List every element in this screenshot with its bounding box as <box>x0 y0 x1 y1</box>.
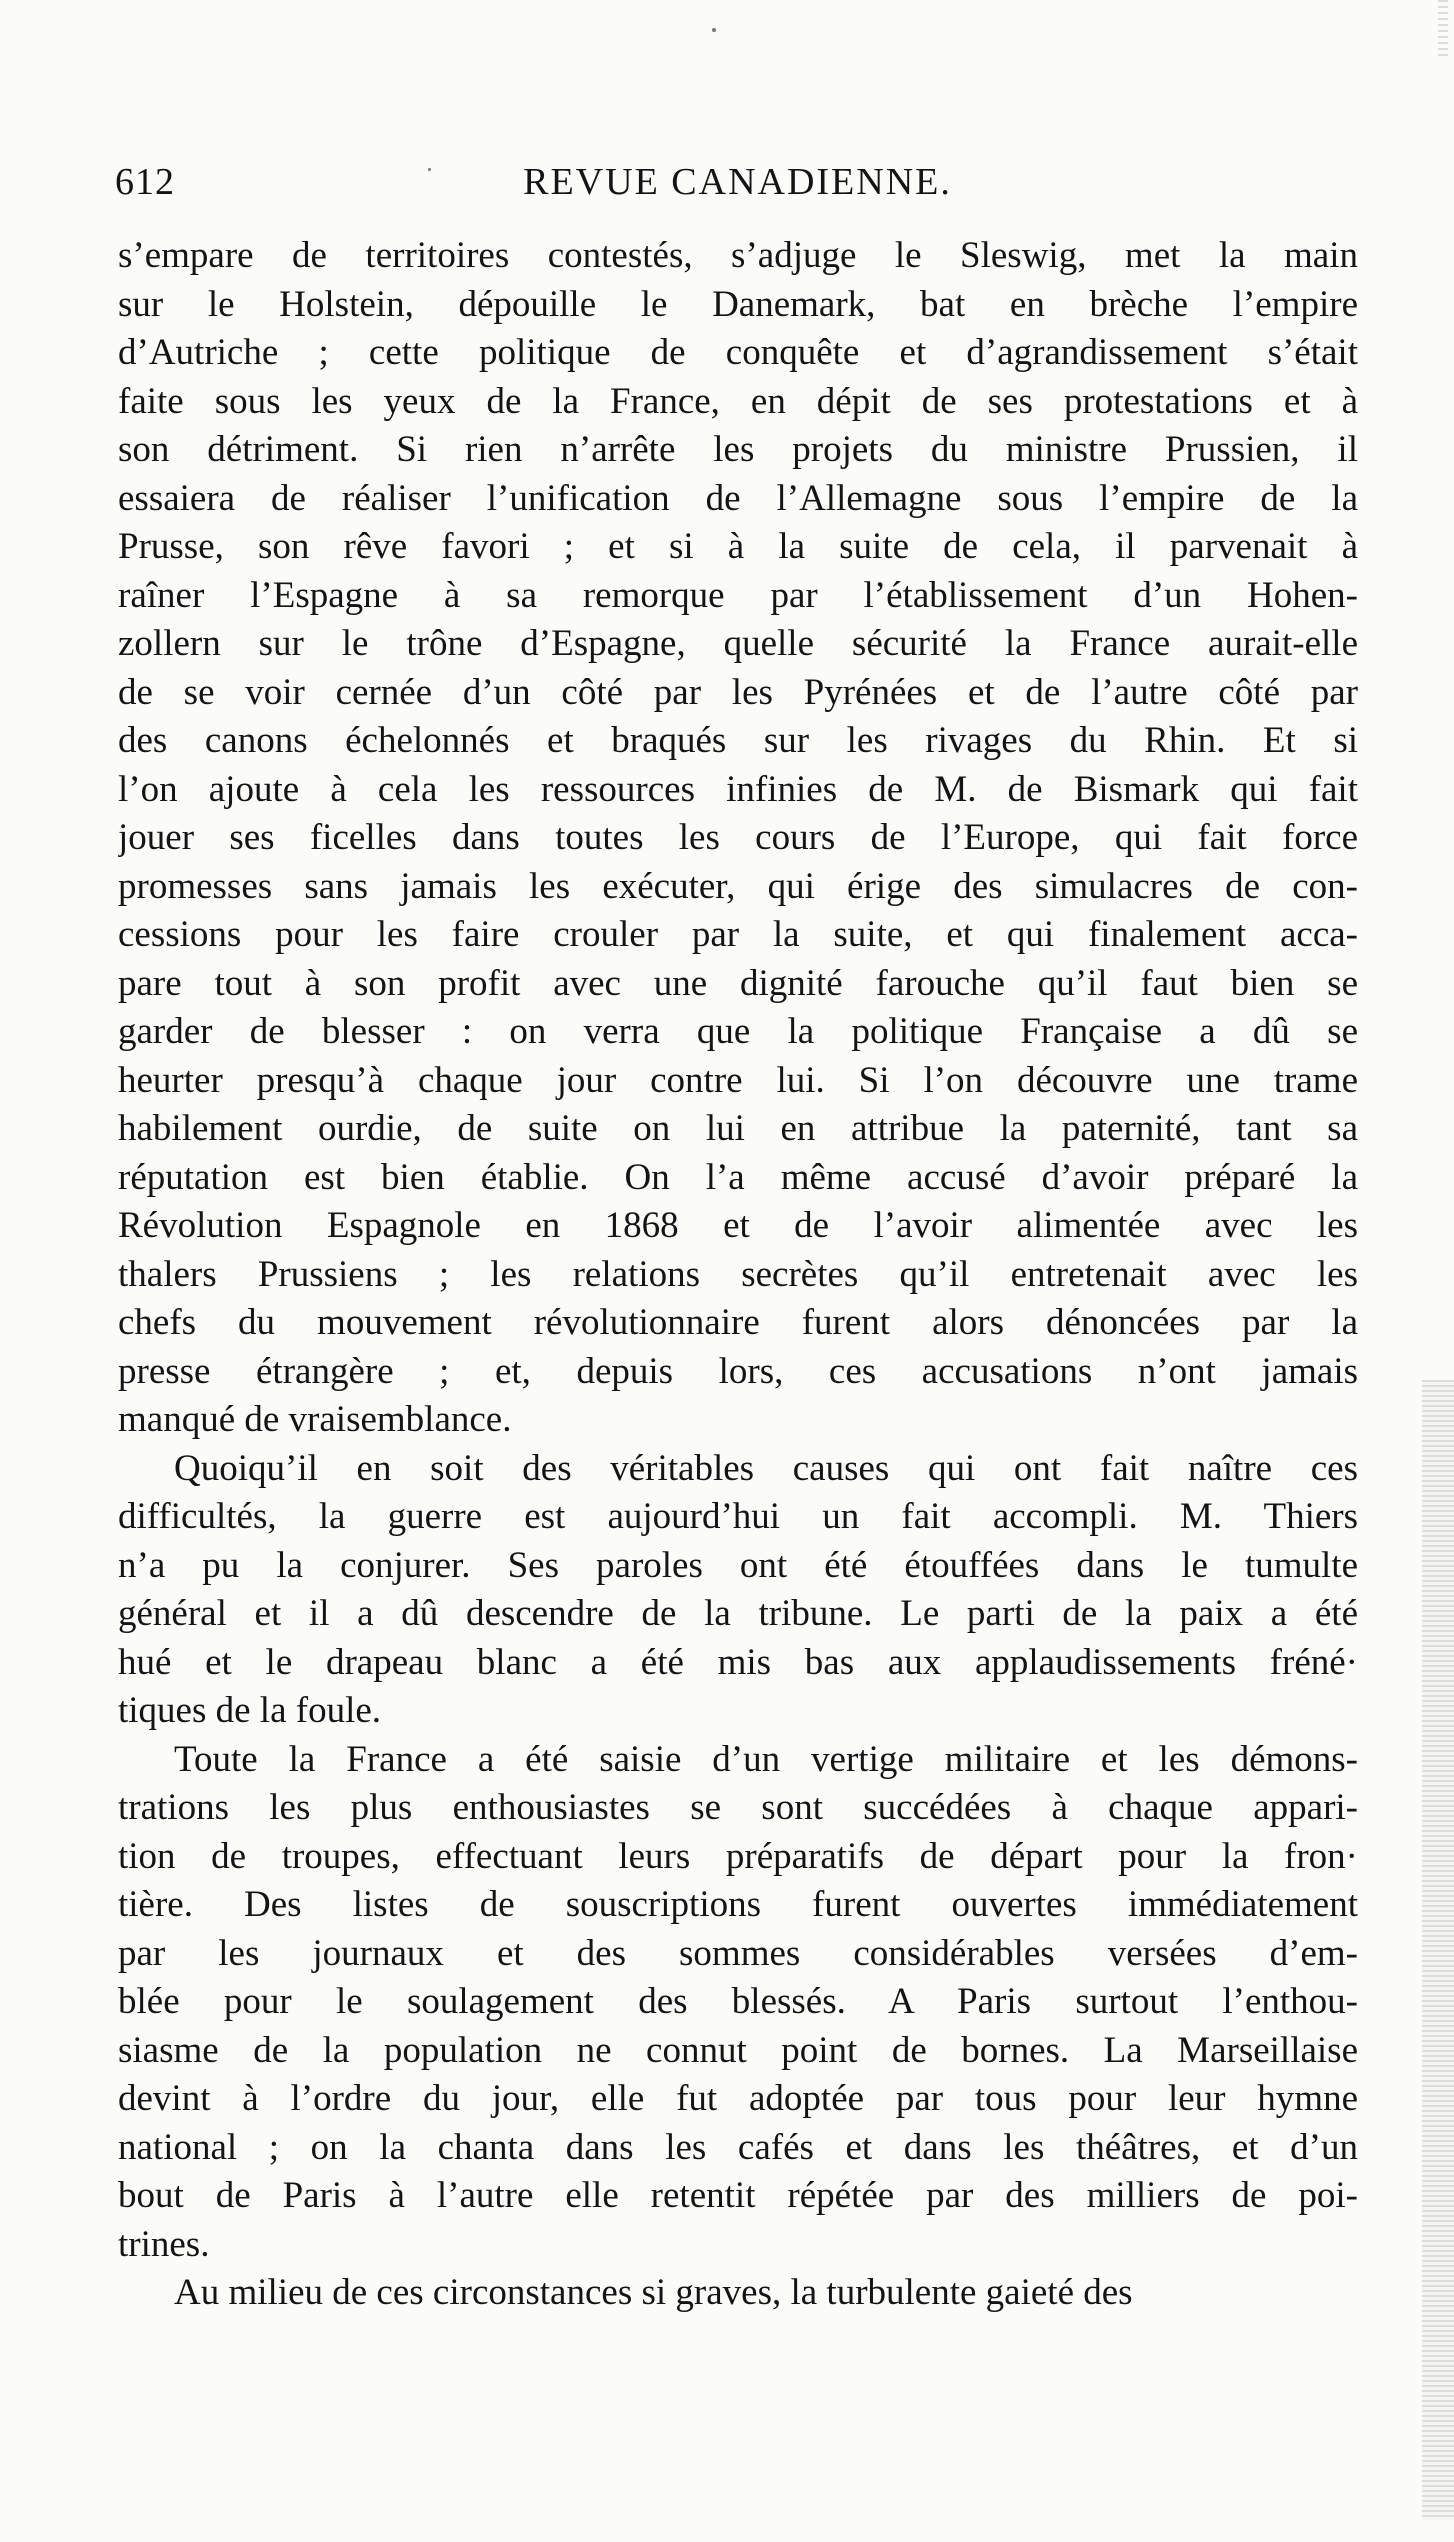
paragraph-start-line: Au milieu de ces circonstances si graves, la turbulente gaieté des <box>174 2272 1133 2313</box>
text-line: blée pour le soulagement des blessés. A Paris surtout l’enthou- <box>118 1981 1358 2022</box>
text-line: jouer ses ficelles dans toutes les cours de l’Europe, qui fait force <box>118 817 1358 858</box>
text-line: essaiera de réaliser l’unification de l’Allemagne sous l’empire de la <box>118 477 1358 519</box>
text-line: sur le Holstein, dépouille le Danemark, bat en brèche l’empire <box>118 283 1358 325</box>
text-line: par les journaux et des sommes considérables versées d’em- <box>118 1932 1358 1974</box>
text-line: heurter presqu’à chaque jour contre lui. Si l’on découvre une trame <box>118 1059 1358 1101</box>
text-line: difficultés, la guerre est aujourd’hui un fait accompli. M. Thiers <box>118 1496 1358 1537</box>
text-line: habilement ourdie, de suite on lui en attribue la paternité, tant sa <box>118 1108 1358 1149</box>
text-line: pare tout à son profit avec une dignité farouche qu’il faut bien se <box>118 962 1358 1004</box>
text-line: de se voir cernée d’un côté par les Pyrénées et de l’autre côté par <box>118 671 1358 713</box>
text-line: s’empare de territoires contestés, s’adjuge le Sleswig, met la main <box>118 235 1358 276</box>
scan-edge-shadow <box>1422 1380 1454 2520</box>
text-line: d’Autriche ; cette politique de conquête et d’agrandissement s’était <box>118 332 1358 373</box>
paragraph-end-line: trines. <box>118 2223 210 2265</box>
text-line: général et il a dû descendre de la tribune. Le parti de la paix a été <box>118 1593 1358 1634</box>
text-line: thalers Prussiens ; les relations secrètes qu’il entretenait avec les <box>118 1253 1358 1295</box>
text-line: national ; on la chanta dans les cafés et dans les théâtres, et d’un <box>118 2126 1358 2168</box>
text-line: réputation est bien établie. On l’a même accusé d’avoir préparé la <box>118 1156 1358 1198</box>
scan-speck <box>712 28 716 32</box>
text-line: des canons échelonnés et braqués sur les rivages du Rhin. Et si <box>118 720 1358 761</box>
text-line: raîner l’Espagne à sa remorque par l’établissement d’un Hohen- <box>118 574 1358 616</box>
paragraph-end-line: manqué de vraisemblance. <box>118 1399 512 1440</box>
text-line: tion de troupes, effectuant leurs préparatifs de départ pour la fron· <box>118 1835 1358 1877</box>
text-line: presse étrangère ; et, depuis lors, ces accusations n’ont jamais <box>118 1350 1358 1392</box>
body-text <box>118 232 1358 2318</box>
text-line: tière. Des listes de souscriptions furent ouvertes immédiatement <box>118 1884 1358 1925</box>
paragraph-start-line: Toute la France a été saisie d’un vertige militaire et les démons- <box>174 1738 1358 1780</box>
text-line: faite sous les yeux de la France, en dépit de ses protestations et à <box>118 380 1358 422</box>
text-line: promesses sans jamais les exécuter, qui érige des simulacres de con- <box>118 865 1358 907</box>
text-line: n’a pu la conjurer. Ses paroles ont été étouffées dans le tumulte <box>118 1544 1358 1586</box>
text-line: Prusse, son rêve favori ; et si à la suite de cela, il parvenait à <box>118 526 1358 567</box>
text-line: cessions pour les faire crouler par la suite, et qui finalement acca- <box>118 914 1358 955</box>
running-title: REVUE CANADIENNE. <box>523 161 952 203</box>
text-line: zollern sur le trône d’Espagne, quelle sécurité la France aurait-elle <box>118 623 1358 664</box>
page-number: 612 <box>115 161 175 203</box>
text-line: Révolution Espagnole en 1868 et de l’avoir alimentée avec les <box>118 1205 1358 1246</box>
text-line: l’on ajoute à cela les ressources infinies de M. de Bismark qui fait <box>118 768 1358 810</box>
paragraph-start-line: Quoiqu’il en soit des véritables causes qui ont fait naître ces <box>174 1447 1358 1489</box>
text-line: garder de blesser : on verra que la politique Française a dû se <box>118 1011 1358 1052</box>
text-line: son détriment. Si rien n’arrête les projets du ministre Prussien, il <box>118 429 1358 470</box>
scan-edge-mark <box>1438 0 1448 60</box>
page-header <box>115 160 1360 220</box>
text-line: bout de Paris à l’autre elle retentit répétée par des milliers de poi- <box>118 2175 1358 2216</box>
text-line: chefs du mouvement révolutionnaire furent alors dénoncées par la <box>118 1302 1358 1343</box>
text-line: hué et le drapeau blanc a été mis bas aux applaudissements fréné· <box>118 1641 1358 1683</box>
text-line: siasme de la population ne connut point de bornes. La Marseillaise <box>118 2029 1358 2071</box>
text-line: devint à l’ordre du jour, elle fut adoptée par tous pour leur hymne <box>118 2078 1358 2119</box>
text-line: trations les plus enthousiastes se sont succédées à chaque appari- <box>118 1787 1358 1828</box>
paragraph-end-line: tiques de la foule. <box>118 1690 382 1731</box>
